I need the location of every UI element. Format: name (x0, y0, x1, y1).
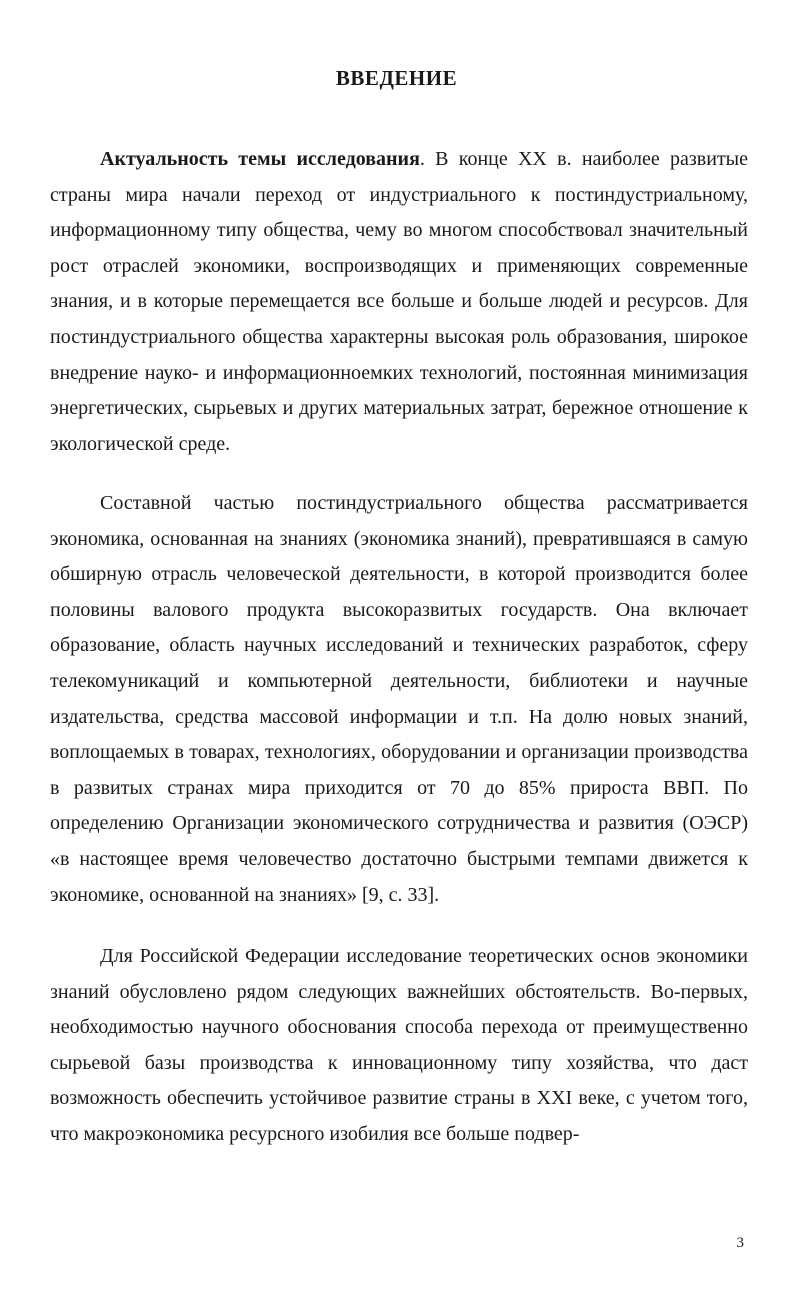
paragraph-lead: Актуальность темы исследования (100, 148, 420, 170)
page-number: 3 (736, 1235, 744, 1251)
paragraph-russian-federation: Для Российской Федерации исследование теоретических основ экономики знаний обусловлено рядом следующих важнейших обстоятельств. Во-первых, необходимостью научного обоснования способа перехода от преимущественно сырьевой базы производства к инновационному типу хозяйства, что даст возможность обеспечить устойчивое развитие страны в XXI веке, с учетом того, что макроэкономика ресурсного изобилия все больше подвер- (50, 945, 748, 1145)
paragraph-relevance (50, 142, 748, 462)
paragraph-knowledge-economy: Составной частью постиндустриального общества рассматривается экономика, основанная на знаниях (экономика знаний), превратившаяся в самую обширную отрасль человеческой деятельности, в которой производится более половины валового продукта высокоразвитых государств. Она включает образование, область научных исследований и технических разработок, сферу телекомуникаций и компьютерной деятельности, библиотеки и научные издательства, средства массовой информации и т.п. На долю новых знаний, воплощаемых в товарах, технологиях, оборудовании и организации производства в развитых странах мира приходится от 70 до 85% прироста ВВП. По определению Организации экономического сотрудничества и развития (ОЭСР) «в настоящее время человечество достаточно быстрыми темпами движется к экономике, основанной на знаниях» [9, с. 33]. (50, 492, 748, 906)
paragraph-text: . В конце XX в. наиболее развитые страны мира начали переход от индустриального к постиндустриальному, информационному типу общества, чему во многом способствовал значительный рост отраслей экономики, воспроизводящих и применяющих современные знания, и в которые перемещается все больше и больше людей и ресурсов. Для постиндустриального общества характерны высокая роль образования, широкое внедрение науко- и информационноемких технологий, постоянная минимизация энергетических, сырьевых и других материальных затрат, бережное отношение к экологической среде. (50, 148, 748, 455)
page-title: ВВЕДЕНИЕ (335, 66, 458, 90)
